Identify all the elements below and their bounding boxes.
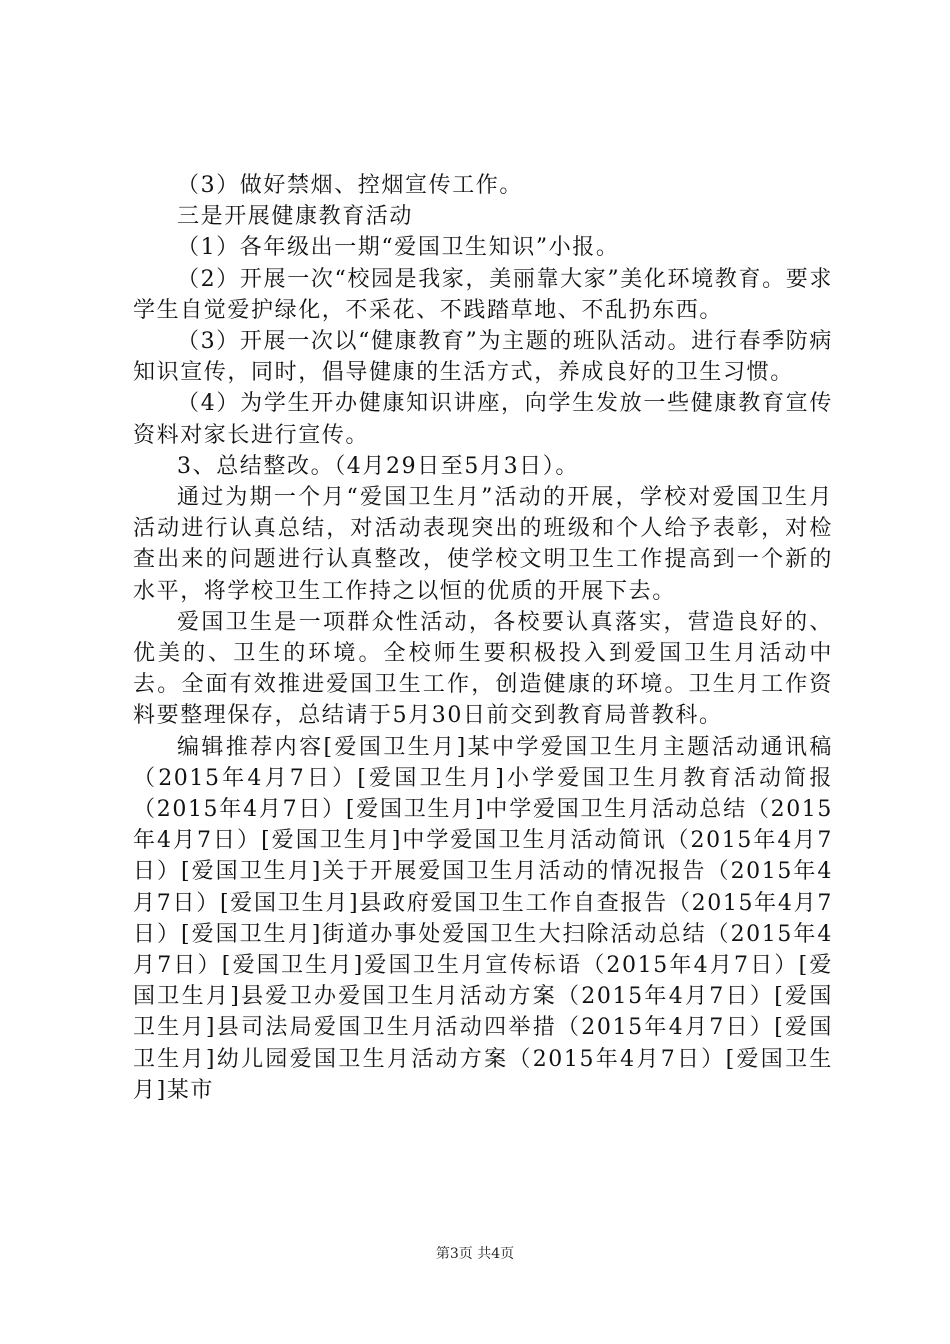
page-footer [0, 1244, 950, 1264]
paragraph-8: 通过为期一个月“爱国卫生月”活动的开展，学校对爱国卫生月活动进行认真总结，对活动表现突出的班级和个人给予表彰，对检查出来的问题进行认真整改，使学校文明卫生工作提高到一个新的水平，将学校卫生工作持之以恒的优质的开展下去。 [133, 485, 833, 604]
paragraph-1: （3）做好禁烟、控烟宣传工作。 [177, 173, 523, 198]
paragraph-3: （1）各年级出一期“爱国卫生知识”小报。 [177, 235, 620, 261]
paragraph-9: 爱国卫生是一项群众性活动，各校要认真落实，营造良好的、优美的、卫生的环境。全校师生要积极投入到爱国卫生月活动中去。全面有效推进爱国卫生工作，创造健康的环境。卫生月工作资料要整理保存，总结请于5月30日前交到教育局普教科。 [133, 609, 833, 729]
paragraph-4: （2）开展一次“校园是我家，美丽靠大家”美化环境教育。要求学生自觉爱护绿化，不采花、不践踏草地、不乱扔东西。 [133, 266, 833, 323]
paragraph-2: 三是开展健康教育活动 [177, 204, 414, 230]
paragraph-5: （3）开展一次以“健康教育”为主题的班队活动。进行春季防病知识宣传，同时，倡导健康的生活方式，养成良好的卫生习惯。 [133, 329, 833, 386]
page-number-label: 第3页 共4页 [435, 1246, 515, 1262]
paragraph-6: （4）为学生开办健康知识讲座，向学生发放一些健康教育宣传资料对家长进行宣传。 [133, 391, 833, 448]
paragraph-7: 3、总结整改。（4月29日至5月3日）。 [177, 453, 579, 479]
paragraph-10: 编辑推荐内容[爱国卫生月]某中学爱国卫生月主题活动通讯稿（2015年4月7日）[爱国卫生月]小学爱国卫生月教育活动简报（2015年4月7日）[爱国卫生月]中学爱国卫生月活动总结（2015年4月7日）[爱国卫生月]中学爱国卫生月活动简讯（2015年4月7日）[爱国卫生月]关于开展爱国卫生月活动的情况报告（2015年4月7日）[爱国卫生月]县政府爱国卫生工作自查报告（2015年4月7日）[爱国卫生月]街道办事处爱国卫生大扫除活动总结（2015年4月7日）[爱国卫生月]爱国卫生月宣传标语（2015年4月7日）[爱国卫生月]县爱卫办爱国卫生月活动方案（2015年4月7日）[爱国卫生月]县司法局爱国卫生月活动四举措（2015年4月7日）[爱国卫生月]幼儿园爱国卫生月活动方案（2015年4月7日）[爱国卫生月]某市 [133, 734, 833, 1103]
document-body [133, 170, 833, 1106]
